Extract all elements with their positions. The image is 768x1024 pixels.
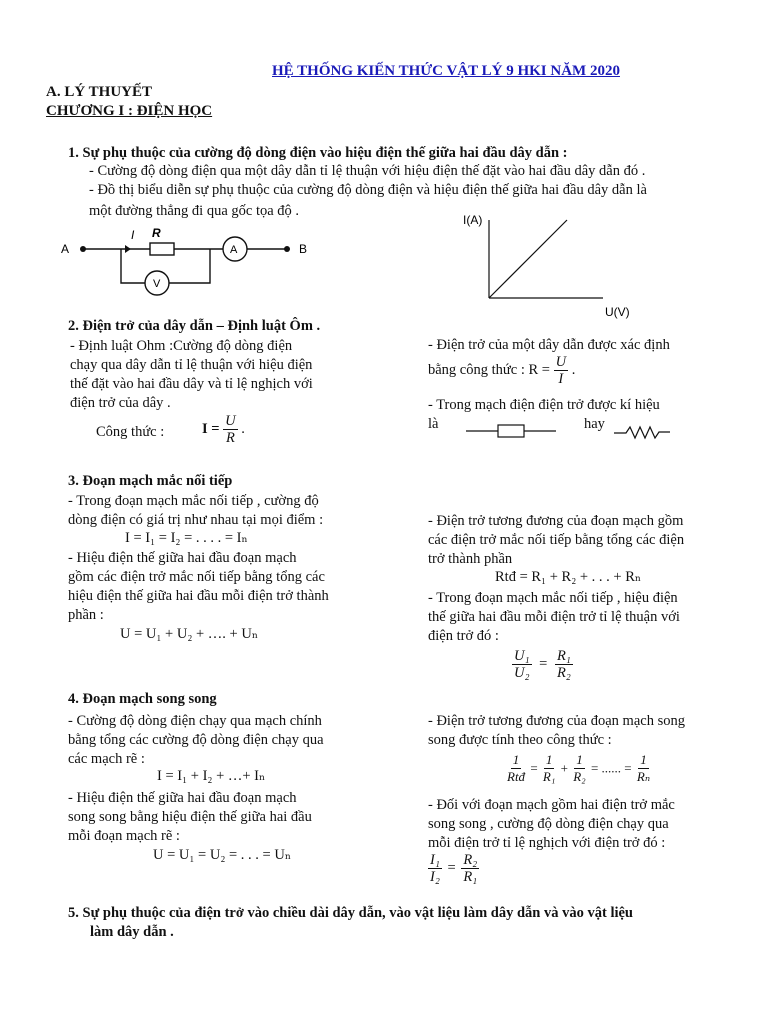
s2-right-line4b: hay: [584, 416, 605, 432]
s2-right-line4a: là: [428, 416, 439, 432]
s4-right-line: song song , cường độ dòng điện chạy qua: [428, 816, 669, 832]
s3-ratio-formula: $\frac{\text{U₁}}{\text{U₂}}$ = $\frac{\text{R₁}}{\text{R₂}}$: [514, 648, 571, 681]
s3-right-line: - Điện trở tương đương của đoạn mạch gồm: [428, 513, 684, 529]
s4-left-line: - Cường độ dòng điện chạy qua mạch chính: [68, 713, 322, 729]
s2-formula-label: Công thức :: [96, 424, 165, 440]
page-title: HỆ THỐNG KIẾN THỨC VẬT LÝ 9 HKI NĂM 2020: [272, 63, 620, 79]
graph-line: [489, 220, 567, 298]
s2-left-line: chạy qua dây dẫn tỉ lệ thuận với hiệu điện: [70, 357, 313, 373]
graph-ylabel: I(A): [463, 213, 483, 227]
s1-heading: 1. Sự phụ thuộc của cường độ dòng điện vào hiệu điện thế giữa hai đầu dây dẫn :: [68, 145, 568, 161]
s3-left-line: hiệu điện thế giữa hai đầu mỗi điện trở thành: [68, 588, 329, 604]
s4-left-line: các mạch rẽ :: [68, 751, 145, 767]
s3-right-line: - Trong đoạn mạch mắc nối tiếp , hiệu điện: [428, 590, 678, 606]
s4-left-line: bằng tổng các cường độ dòng điện chạy qua: [68, 732, 324, 748]
s2-right-line3: - Trong mạch điện điện trở được kí hiệu: [428, 397, 660, 413]
s3-left-line: dòng điện có giá trị như nhau tại mọi điểm :: [68, 512, 324, 528]
circuit-diagram: [55, 222, 325, 302]
s3-eq-voltage: U = U₁ + U₂ + …. + Uₙ: [120, 626, 259, 642]
s1-line2: - Đồ thị biểu diễn sự phụ thuộc của cường độ dòng điện và hiệu điện thế giữa hai đầu dây dẫn là: [89, 182, 647, 198]
s3-left-line: - Hiệu điện thế giữa hai đầu đoạn mạch: [68, 550, 297, 566]
s4-eq-current: I = I₁ + I₂ + …+ Iₙ: [157, 768, 266, 784]
terminal-b-dot: [284, 246, 290, 252]
graph-xlabel: U(V): [605, 305, 630, 319]
iu-graph: [455, 212, 645, 322]
current-label: I: [131, 228, 135, 242]
s4-right-line: - Điện trở tương đương của đoạn mạch song: [428, 713, 685, 729]
resistor-box-symbol: [460, 420, 570, 442]
s3-heading: 3. Đoạn mạch mắc nối tiếp: [68, 473, 233, 489]
s2-left-line: thế đặt vào hai đầu dây và tỉ lệ nghịch với: [70, 376, 313, 392]
s3-right-line: điện trở đó :: [428, 628, 499, 644]
s4-left-line: - Hiệu điện thế giữa hai đầu đoạn mạch: [68, 790, 297, 806]
s1-line3: một đường thẳng đi qua gốc tọa độ .: [89, 203, 300, 219]
s3-eq-current: I = I₁ = I₂ = . . . . = Iₙ: [125, 530, 248, 546]
voltmeter-label: V: [153, 278, 161, 290]
s3-right-line: các điện trở mắc nối tiếp bằng tổng các điện: [428, 532, 685, 548]
s4-eq-voltage: U = U₁ = U₂ = . . . = Uₙ: [153, 847, 292, 863]
chapter-heading: CHƯƠNG I : ĐIỆN HỌC: [46, 103, 213, 119]
ohm-formula: I = $\frac{U}{R}$ .: [202, 413, 245, 446]
s3-left-line: gồm các điện trở mắc nối tiếp bằng tổng các: [68, 569, 325, 585]
s5-heading-line1: 5. Sự phụ thuộc của điện trở vào chiều dài dây dẫn, vào vật liệu làm dây dẫn và vào vật liệu: [68, 905, 633, 921]
s4-right-line: song được tính theo công thức :: [428, 732, 612, 748]
s2-left-line: - Định luật Ohm :Cường độ dòng điện: [70, 338, 293, 354]
s4-reciprocal-formula: $\frac{1}{\text{Rtđ}}$ = $\frac{1}{\text{R₁}}$ + $\frac{1}{\text{R₂}}$ = ...... = $\frac{1}{\text{Rₙ}}$: [507, 752, 651, 784]
s3-right-line: trở thành phần: [428, 551, 513, 567]
s3-eq-resistance: Rtđ = R₁ + R₂ + . . . + Rₙ: [495, 569, 642, 585]
s2-right-line1: - Điện trở của một dây dẫn được xác định: [428, 337, 670, 353]
s2-heading: 2. Điện trở của dây dẫn – Định luật Ôm .: [68, 318, 321, 334]
current-arrow-icon: [125, 245, 131, 253]
section-heading: A. LÝ THUYẾT: [46, 84, 152, 100]
circuit-label-b: B: [299, 242, 308, 256]
ammeter-label: A: [230, 244, 238, 256]
s1-line1: - Cường độ dòng điện qua một dây dẫn tỉ lệ thuận với hiệu điện thế đặt vào hai đầu dây dẫn đó .: [89, 163, 646, 179]
s4-ratio-formula: $\frac{\text{I₁}}{\text{I₂}}$ = $\frac{\text{R₂}}{\text{R₁}}$: [430, 852, 478, 885]
resistor-symbol: [150, 243, 174, 255]
s3-left-line: - Trong đoạn mạch mắc nối tiếp , cường độ: [68, 493, 319, 509]
s3-right-line: thế giữa hai đầu mỗi điện trở tỉ lệ thuận với: [428, 609, 680, 625]
resistor-label: R: [152, 226, 161, 240]
s4-left-line: mỗi đoạn mạch rẽ :: [68, 828, 180, 844]
s5-heading-line2: làm dây dẫn .: [90, 924, 174, 940]
s3-left-line: phần :: [68, 607, 104, 623]
resistance-formula: bằng công thức : R = $\frac{U}{I}$ .: [428, 354, 576, 387]
s2-left-line: điện trở của dây .: [70, 395, 171, 411]
s4-left-line: song song bằng hiệu điện thế giữa hai đầu: [68, 809, 312, 825]
s4-right-line: - Đối với đoạn mạch gồm hai điện trở mắc: [428, 797, 675, 813]
s4-heading: 4. Đoạn mạch song song: [68, 691, 217, 707]
s4-right-line: mỗi điện trở tỉ lệ nghịch với điện trở đó :: [428, 835, 666, 851]
circuit-label-a: A: [61, 242, 70, 256]
resistor-zigzag-symbol: [612, 420, 672, 442]
